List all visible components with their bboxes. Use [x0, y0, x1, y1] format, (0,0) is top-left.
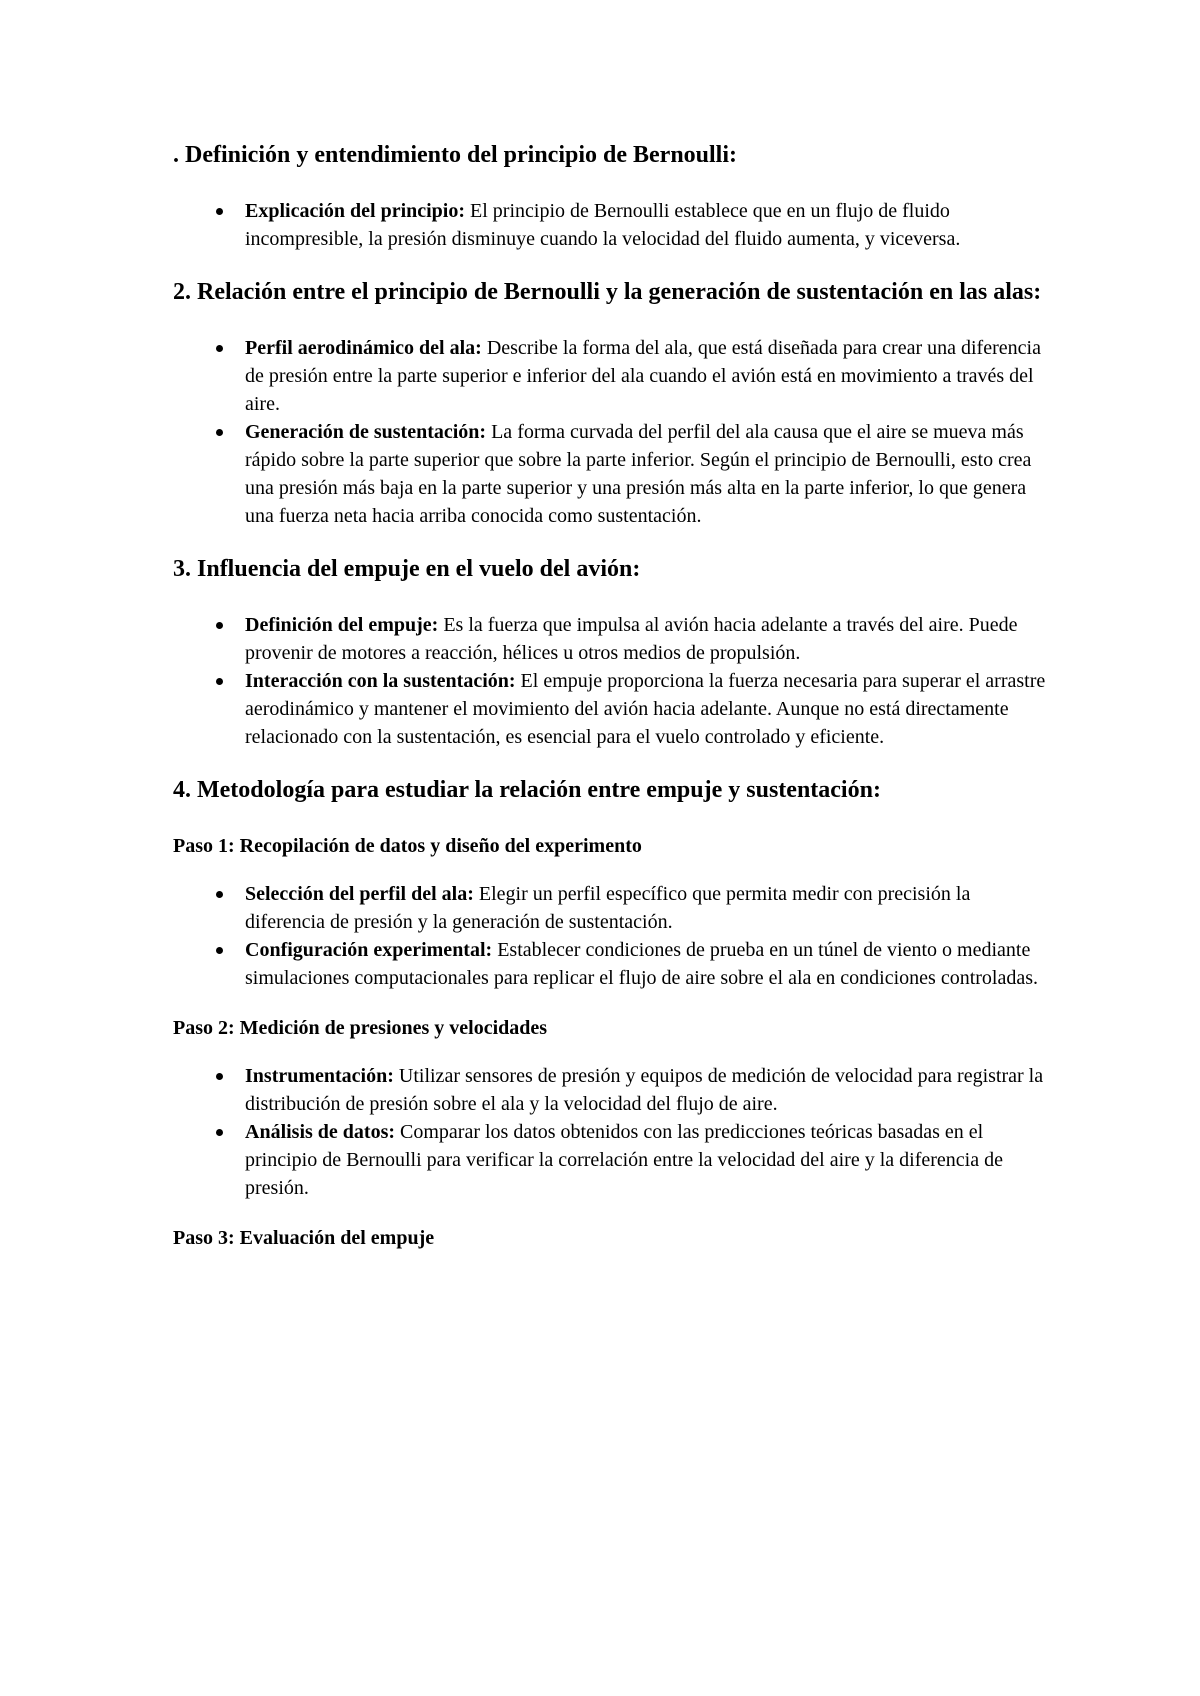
item-text: Elegir un perfil específico que permita medir con precisión la diferencia de presión y la generación de sustentación. — [245, 883, 971, 933]
list-item — [173, 1062, 1053, 1118]
item-text: La forma curvada del perfil del ala causa que el aire se mueva más rápido sobre la parte superior que sobre la parte inferior. Según el principio de Bernoulli, esto crea una presión más baja en la parte superior y una presión más alta en la parte inferior, lo que genera una fuerza neta hacia arriba conocida como sustentación. — [245, 421, 1032, 527]
bullet-list — [173, 1062, 1053, 1202]
bullet-icon — [216, 429, 223, 436]
list-item — [173, 880, 1053, 936]
section-heading: 2. Relación entre el principio de Bernoulli y la generación de sustentación en las alas: — [173, 279, 1042, 305]
step-heading: Paso 1: Recopilación de datos y diseño del experimento — [173, 835, 642, 857]
bullet-icon — [216, 1129, 223, 1136]
list-item — [173, 197, 1053, 253]
bullet-icon — [216, 1073, 223, 1080]
item-term: Análisis de datos: — [245, 1121, 396, 1143]
item-text: Describe la forma del ala, que está diseñada para crear una diferencia de presión entre la parte superior e inferior del ala cuando el avión está en movimiento a través del aire. — [245, 337, 1041, 415]
item-text: Utilizar sensores de presión y equipos de medición de velocidad para registrar la distribución de presión sobre el ala y la velocidad del flujo de aire. — [245, 1065, 1044, 1115]
bullet-icon — [216, 345, 223, 352]
step-heading: Paso 2: Medición de presiones y velocidades — [173, 1017, 548, 1039]
item-term: Explicación del principio: — [245, 200, 466, 222]
bullet-icon — [216, 891, 223, 898]
list-item — [173, 936, 1053, 992]
item-text: Comparar los datos obtenidos con las predicciones teóricas basadas en el principio de Bernoulli para verificar la correlación entre la velocidad del aire y la diferencia de presión. — [245, 1121, 1003, 1199]
item-term: Instrumentación: — [245, 1065, 394, 1087]
list-item — [173, 1118, 1053, 1202]
item-term: Definición del empuje: — [245, 614, 439, 636]
bullet-list — [173, 334, 1053, 530]
item-text: Establecer condiciones de prueba en un túnel de viento o mediante simulaciones computacionales para replicar el flujo de aire sobre el ala en condiciones controladas. — [245, 939, 1039, 989]
item-term: Perfil aerodinámico del ala: — [245, 337, 482, 359]
item-text: El principio de Bernoulli establece que en un flujo de fluido incompresible, la presión disminuye cuando la velocidad del fluido aumenta, y viceversa. — [245, 200, 961, 250]
bullet-list — [173, 611, 1053, 751]
item-text: Es la fuerza que impulsa al avión hacia adelante a través del aire. Puede provenir de motores a reacción, hélices u otros medios de propulsión. — [245, 614, 1018, 664]
item-term: Configuración experimental: — [245, 939, 493, 961]
section-heading: 3. Influencia del empuje en el vuelo del avión: — [173, 556, 641, 582]
bullet-icon — [216, 208, 223, 215]
bullet-list — [173, 197, 1053, 253]
step-heading: Paso 3: Evaluación del empuje — [173, 1227, 435, 1249]
bullet-icon — [216, 622, 223, 629]
list-item — [173, 611, 1053, 667]
item-term: Interacción con la sustentación: — [245, 670, 516, 692]
section-heading: . Definición y entendimiento del principio de Bernoulli: — [173, 142, 738, 168]
item-term: Selección del perfil del ala: — [245, 883, 474, 905]
section-heading: 4. Metodología para estudiar la relación entre empuje y sustentación: — [173, 777, 881, 803]
document-page — [173, 138, 1053, 1272]
bullet-icon — [216, 947, 223, 954]
list-item — [173, 667, 1053, 751]
item-term: Generación de sustentación: — [245, 421, 487, 443]
item-text: El empuje proporciona la fuerza necesaria para superar el arrastre aerodinámico y mantener el movimiento del avión hacia adelante. Aunque no está directamente relacionado con la sustentación, es esencial para el vuelo controlado y eficiente. — [245, 670, 1046, 748]
bullet-list — [173, 880, 1053, 992]
bullet-icon — [216, 678, 223, 685]
list-item — [173, 334, 1053, 418]
list-item — [173, 418, 1053, 530]
